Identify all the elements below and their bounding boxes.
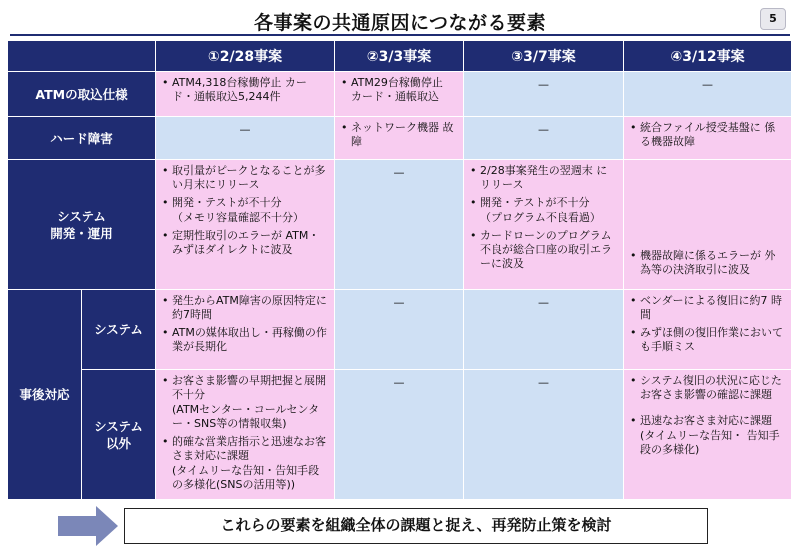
right-arrow-icon (58, 506, 120, 546)
list-item: • ATM4,318台稼働停止 カード・通帳取込5,244件 (160, 76, 328, 104)
cell-response-other-case1 (156, 370, 335, 500)
title-underline (10, 34, 790, 36)
list-item: • ATMの媒体取出し・再稼働の作業が長期化 (160, 326, 328, 354)
list-item: • ネットワーク機器 故障 (339, 121, 457, 149)
cell-atm-case1 (156, 72, 335, 117)
list-item-note: (タイムリーな告知・ 告知手段の多様化) (640, 429, 780, 456)
cell-system-case2: — (335, 160, 464, 290)
list-item: • 取引量がピークとなることが多い月末にリリース (160, 164, 328, 192)
row-header-line: システム (57, 208, 106, 224)
list-item: • カードローンのプログラム不良が総合口座の取引エラーに波及 (468, 229, 617, 271)
list-item-note: （メモリ容量確認不十分） (172, 211, 304, 224)
row-subheader-non-system (82, 370, 156, 500)
page-title: 各事案の共通原因につながる要素 (253, 12, 547, 34)
cell-atm-case4: — (624, 72, 792, 117)
list-item: • お客さま影響の早期把握と展開不十分 (160, 374, 328, 402)
list-item-note: (タイムリーな告知・告知手段の多様化(SNSの活用等)) (172, 464, 320, 491)
cell-response-other-case4 (624, 370, 792, 500)
cell-hard-case1: — (156, 117, 335, 160)
cell-hard-case4 (624, 117, 792, 160)
cell-atm-case3: — (464, 72, 624, 117)
cell-response-other-case2: — (335, 370, 464, 500)
cell-system-case1 (156, 160, 335, 290)
list-item: • 的確な営業店指示と迅速なお客さま対応に課題 (160, 435, 328, 463)
list-item: • ベンダーによる復旧に約7 時間 (628, 294, 785, 322)
list-item: • みずほ側の復旧作業においても手順ミス (628, 326, 785, 354)
list-item: • ATM29台稼働停止 カード・通帳取込 (339, 76, 457, 104)
cell-system-case3 (464, 160, 624, 290)
row-header-system-dev (8, 160, 156, 290)
cell-response-system-case3: — (464, 290, 624, 370)
row-header-line: 開発・運用 (50, 225, 113, 241)
cell-response-system-case4 (624, 290, 792, 370)
row-subheader-system: システム (82, 290, 156, 370)
list-item: • 発生からATM障害の原因特定に約7時間 (160, 294, 328, 322)
column-header-case2: ②3/3事案 (335, 41, 464, 72)
cell-response-system-case1 (156, 290, 335, 370)
cell-response-other-case3: — (464, 370, 624, 500)
list-item-note: （プログラム不良看過） (480, 211, 601, 224)
column-header-case3: ③3/7事案 (464, 41, 624, 72)
list-item-note: (ATMセンター・コールセンター・SNS等の情報収集) (172, 403, 320, 430)
cell-atm-case2 (335, 72, 464, 117)
row-header-hardware: ハード障害 (8, 117, 156, 160)
list-item: • 統合ファイル授受基盤に 係る機器故障 (628, 121, 785, 149)
list-item: • 開発・テストが不十分 (468, 196, 617, 210)
row-header-response: 事後対応 (8, 290, 82, 500)
cell-hard-case3: — (464, 117, 624, 160)
list-item: • 開発・テストが不十分 (160, 196, 328, 210)
cell-system-case4 (624, 160, 792, 290)
list-item: • 2/28事案発生の翌週末 にリリース (468, 164, 617, 192)
row-header-line: システム (94, 418, 143, 434)
conclusion-box: これらの要素を組織全体の課題と捉え、再発防止策を検討 (124, 508, 708, 544)
list-item: • 機器故障に係るエラーが 外為等の決済取引に波及 (628, 249, 785, 277)
corner-header-cell (8, 41, 156, 72)
list-item: • 定期性取引のエラーが ATM・みずほダイレクトに波及 (160, 229, 328, 257)
column-header-case4: ④3/12事案 (624, 41, 792, 72)
row-header-line: 以外 (105, 435, 131, 451)
cause-matrix-table (7, 40, 792, 500)
row-header-atm: ATMの取込仕様 (8, 72, 156, 117)
cell-hard-case2 (335, 117, 464, 160)
cell-response-system-case2: — (335, 290, 464, 370)
list-item: • システム復旧の状況に応じたお客さま影響の確認に課題 (628, 374, 785, 402)
page-number-badge: 5 (760, 8, 786, 30)
column-header-case1: ①2/28事案 (156, 41, 335, 72)
list-item: • 迅速なお客さま対応に課題 (628, 414, 785, 428)
